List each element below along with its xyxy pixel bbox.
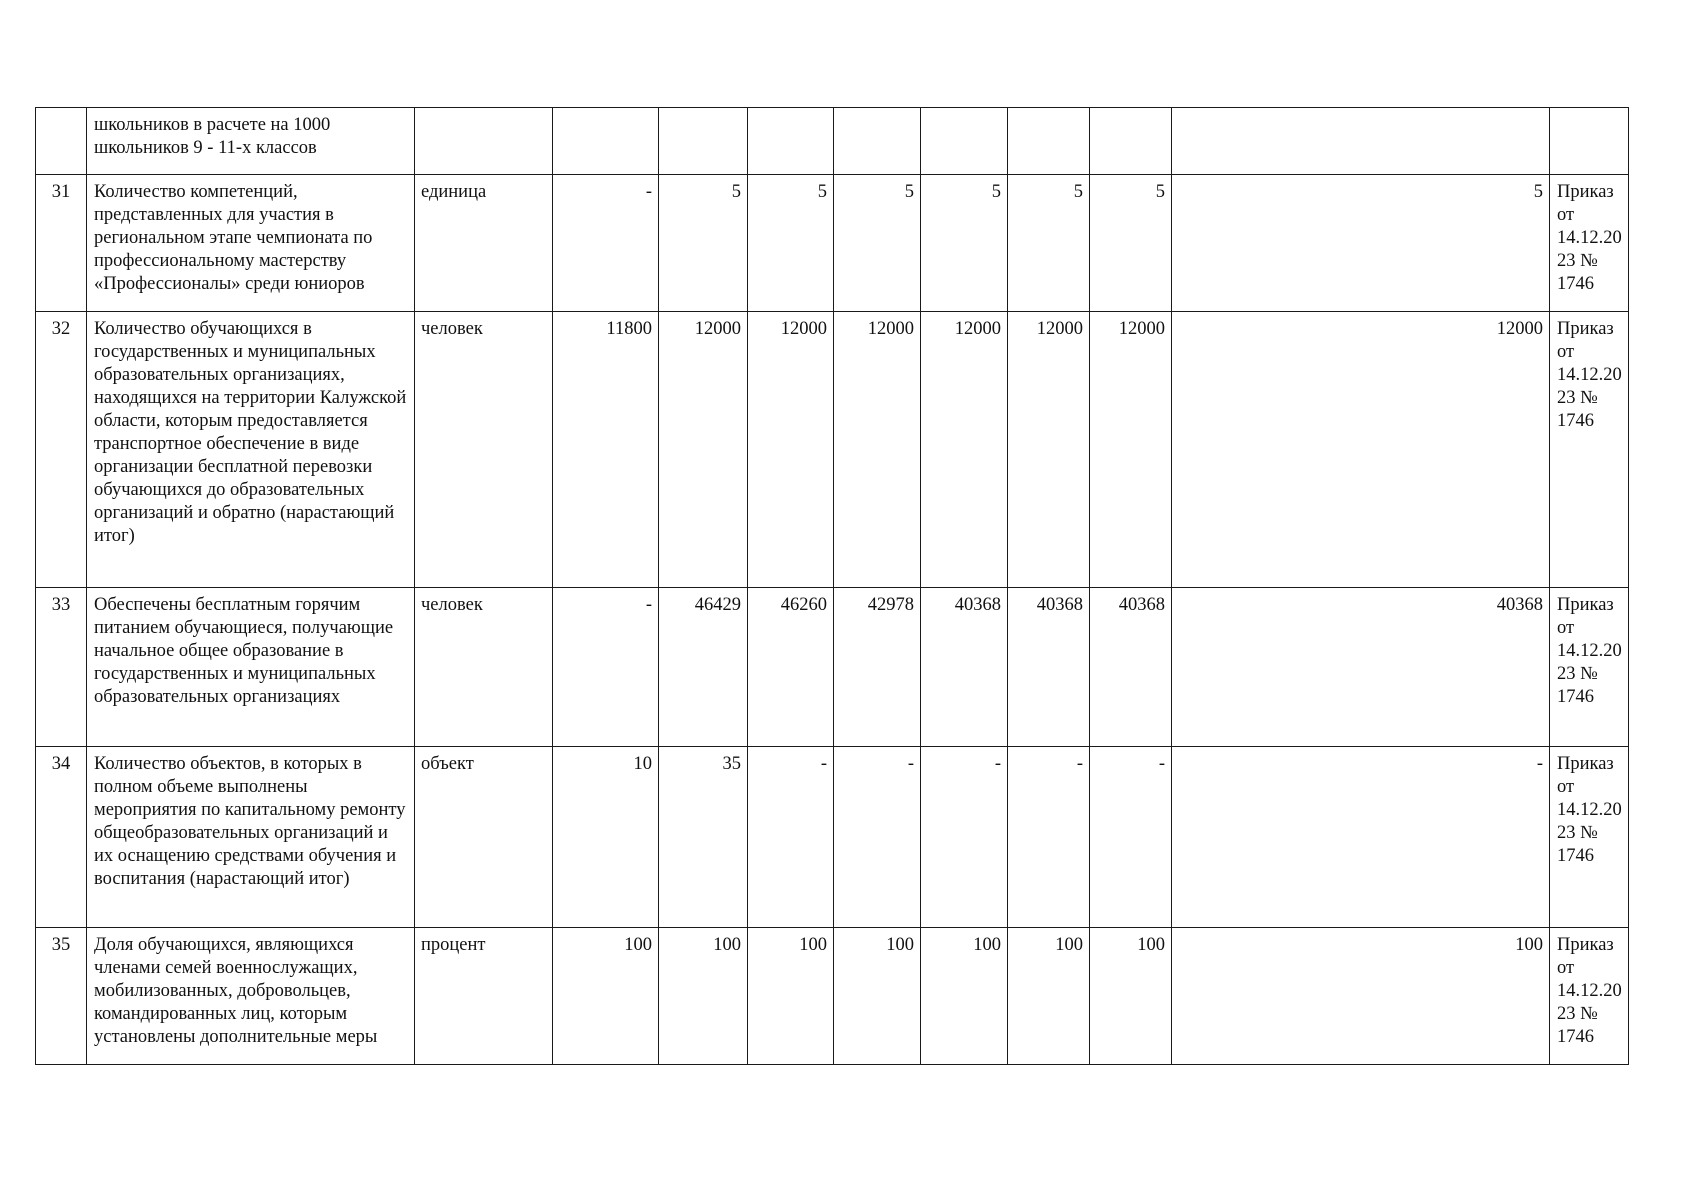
table-row — [36, 175, 1629, 312]
table-row — [36, 108, 1629, 175]
unit-cell: человек — [415, 588, 553, 747]
source-cell: Приказ от 14.12.2023 № 1746 — [1550, 928, 1629, 1065]
unit-cell: человек — [415, 312, 553, 588]
unit-cell: объект — [415, 747, 553, 928]
unit-cell: процент — [415, 928, 553, 1065]
table-row — [36, 588, 1629, 747]
value-cell: - — [748, 747, 834, 928]
value-cell: 12000 — [1090, 312, 1172, 588]
value-cell: 46260 — [748, 588, 834, 747]
indicator-name: Доля обучающихся, являющихся членами семей военнослужащих, мобилизованных, добровольцев, командированных лиц, которым установлены дополнительные меры — [87, 928, 415, 1065]
value-cell: 5 — [748, 175, 834, 312]
value-cell: 5 — [834, 175, 921, 312]
value-cell: 12000 — [834, 312, 921, 588]
unit-cell — [415, 108, 553, 175]
row-number: 35 — [36, 928, 87, 1065]
value-cell: - — [1090, 747, 1172, 928]
value-cell: 40368 — [1090, 588, 1172, 747]
value-cell — [659, 108, 748, 175]
value-cell: 12000 — [1008, 312, 1090, 588]
value-cell: - — [553, 588, 659, 747]
value-cell: 42978 — [834, 588, 921, 747]
row-number: 33 — [36, 588, 87, 747]
value-cell: - — [921, 747, 1008, 928]
value-cell: - — [1008, 747, 1090, 928]
value-cell: 100 — [748, 928, 834, 1065]
value-cell: 12000 — [748, 312, 834, 588]
value-cell: 5 — [659, 175, 748, 312]
source-cell: Приказ от 14.12.2023 № 1746 — [1550, 747, 1629, 928]
value-cell: 46429 — [659, 588, 748, 747]
unit-cell: единица — [415, 175, 553, 312]
value-cell: 100 — [1172, 928, 1550, 1065]
value-cell: - — [1172, 747, 1550, 928]
value-cell — [748, 108, 834, 175]
row-number: 34 — [36, 747, 87, 928]
value-cell: 5 — [1172, 175, 1550, 312]
value-cell: 12000 — [659, 312, 748, 588]
indicator-name: Обеспечены бесплатным горячим питанием обучающиеся, получающие начальное общее образование в государственных и муниципальных образовательных организациях — [87, 588, 415, 747]
value-cell: 40368 — [921, 588, 1008, 747]
indicators-table — [35, 107, 1629, 1065]
row-number: 31 — [36, 175, 87, 312]
indicator-name: школьников в расчете на 1000 школьников 9 - 11-х классов — [87, 108, 415, 175]
value-cell — [1008, 108, 1090, 175]
table-row — [36, 928, 1629, 1065]
row-number: 32 — [36, 312, 87, 588]
value-cell — [1172, 108, 1550, 175]
value-cell — [553, 108, 659, 175]
value-cell: 12000 — [1172, 312, 1550, 588]
value-cell: 40368 — [1008, 588, 1090, 747]
indicator-name: Количество компетенций, представленных для участия в региональном этапе чемпионата по профессиональному мастерству «Профессионалы» среди юниоров — [87, 175, 415, 312]
value-cell: 5 — [921, 175, 1008, 312]
value-cell: 100 — [1008, 928, 1090, 1065]
value-cell: 40368 — [1172, 588, 1550, 747]
value-cell: 5 — [1008, 175, 1090, 312]
value-cell: 100 — [921, 928, 1008, 1065]
value-cell: 100 — [834, 928, 921, 1065]
indicator-name: Количество обучающихся в государственных и муниципальных образовательных организациях, находящихся на территории Калужской области, которым предоставляется транспортное обеспечение в виде организации бесплатной перевозки обучающихся до образовательных организаций и обратно (нарастающий итог) — [87, 312, 415, 588]
row-number — [36, 108, 87, 175]
value-cell: 35 — [659, 747, 748, 928]
indicator-name: Количество объектов, в которых в полном объеме выполнены мероприятия по капитальному ремонту общеобразовательных организаций и их оснащению средствами обучения и воспитания (нарастающий итог) — [87, 747, 415, 928]
source-cell: Приказ от 14.12.2023 № 1746 — [1550, 175, 1629, 312]
source-cell — [1550, 108, 1629, 175]
value-cell: - — [553, 175, 659, 312]
value-cell: 12000 — [921, 312, 1008, 588]
value-cell: 100 — [659, 928, 748, 1065]
value-cell: 100 — [553, 928, 659, 1065]
value-cell: - — [834, 747, 921, 928]
value-cell: 11800 — [553, 312, 659, 588]
value-cell: 100 — [1090, 928, 1172, 1065]
value-cell: 10 — [553, 747, 659, 928]
value-cell — [921, 108, 1008, 175]
value-cell — [834, 108, 921, 175]
table-row — [36, 312, 1629, 588]
source-cell: Приказ от 14.12.2023 № 1746 — [1550, 312, 1629, 588]
source-cell: Приказ от 14.12.2023 № 1746 — [1550, 588, 1629, 747]
value-cell — [1090, 108, 1172, 175]
table-row — [36, 747, 1629, 928]
value-cell: 5 — [1090, 175, 1172, 312]
